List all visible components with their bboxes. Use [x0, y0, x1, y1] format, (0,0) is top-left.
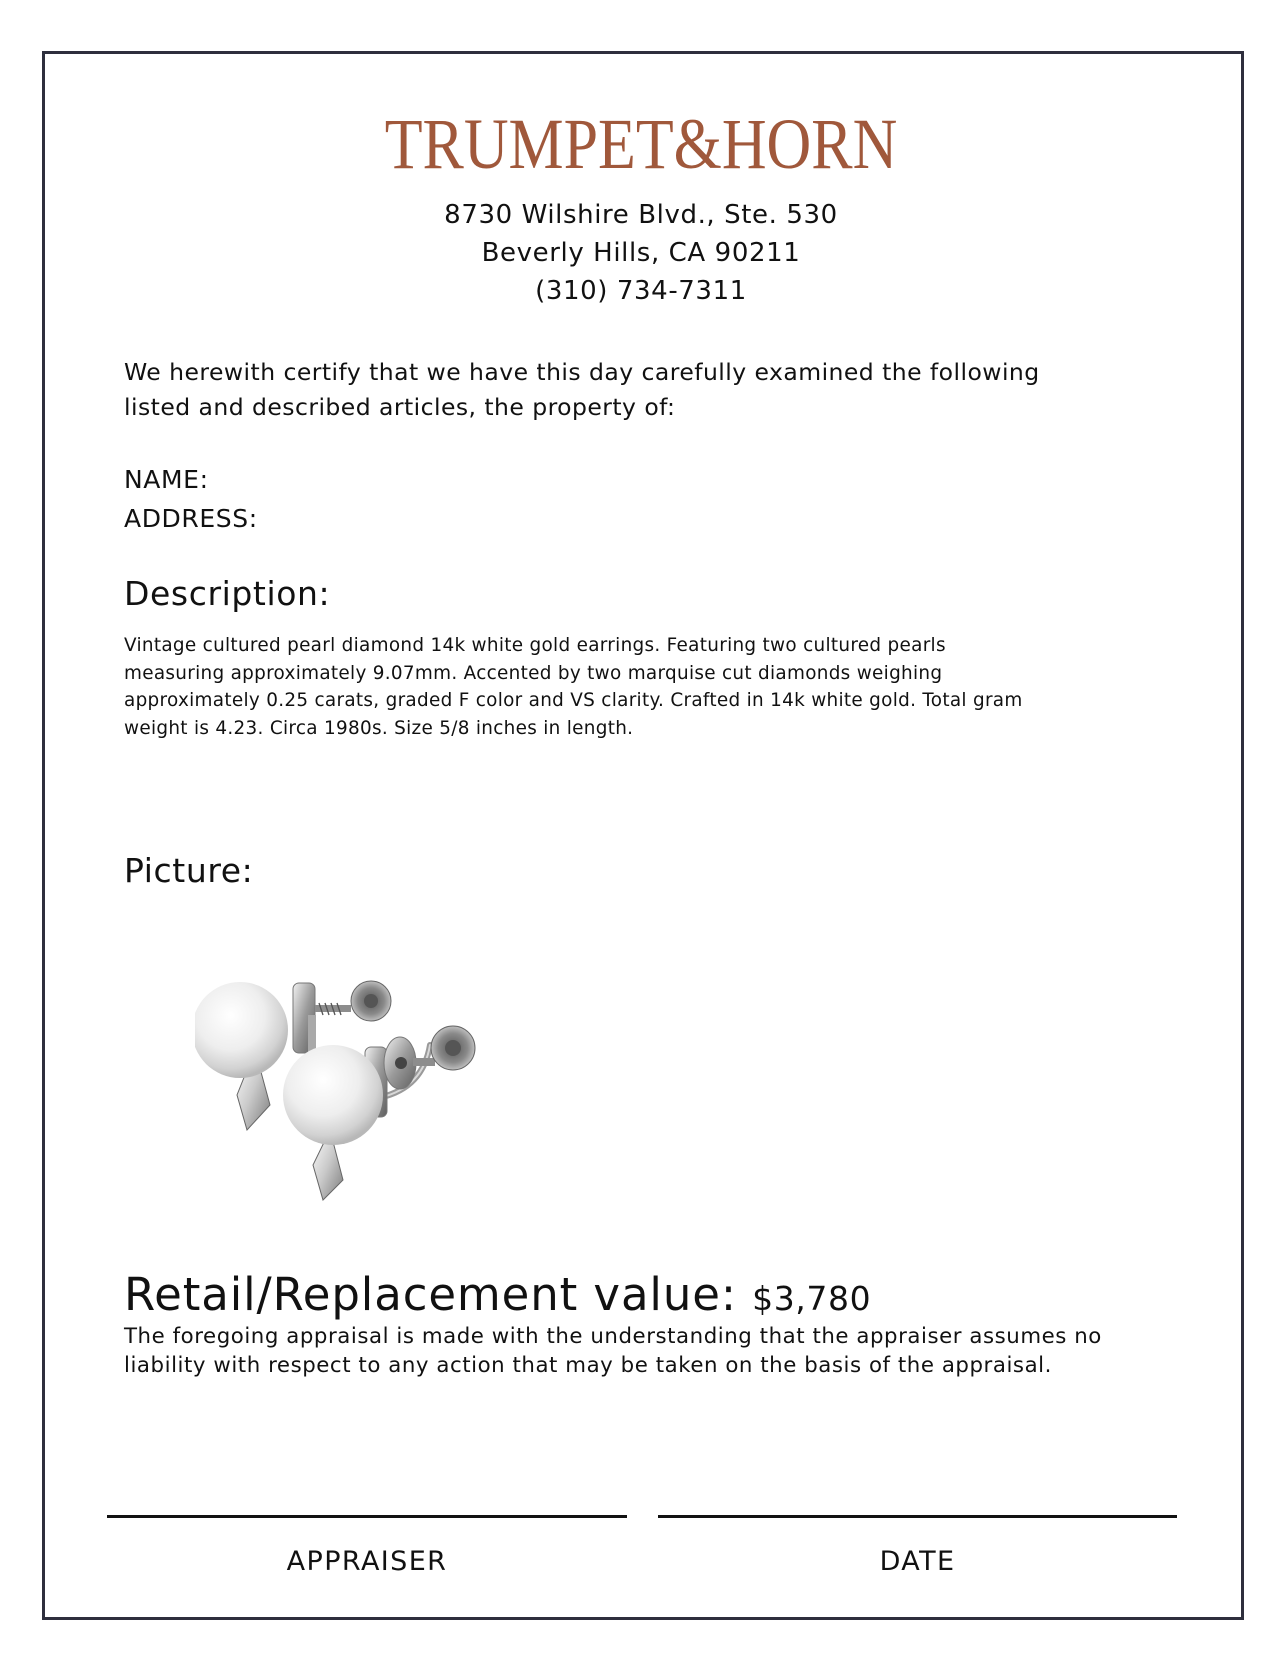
- appraiser-signature-line: [107, 1515, 627, 1518]
- phone-number: (310) 734-7311: [535, 276, 747, 306]
- retail-value-label: Retail/Replacement value:: [124, 1268, 737, 1321]
- description-line: approximately 0.25 carats, graded F color and VS clarity. Crafted in 14k white gold. Total gram: [124, 690, 1023, 711]
- address-label: ADDRESS:: [124, 504, 258, 533]
- certification-intro-line-1: We herewith certify that we have this day carefully examined the following: [124, 358, 1040, 386]
- name-field: [124, 465, 209, 495]
- date-signature-line: [658, 1515, 1177, 1518]
- date-label: DATE: [879, 1546, 956, 1577]
- description-line: measuring approximately 9.07mm. Accented by two marquise cut diamonds weighing: [124, 662, 943, 684]
- description-line: weight is 4.23. Circa 1980s. Size 5/8 inches in length.: [124, 717, 634, 739]
- earrings-illustration: [195, 955, 505, 1205]
- address-line-2: Beverly Hills, CA 90211: [481, 238, 801, 268]
- retail-value-amount: $3,780: [752, 1279, 872, 1318]
- address-field: [124, 504, 258, 534]
- description-line: Vintage cultured pearl diamond 14k white gold earrings. Featuring two cultured pearls: [124, 635, 946, 656]
- disclaimer-line-2: liability with respect to any action that may be taken on the basis of the appraisal.: [124, 1353, 1052, 1378]
- appraiser-label: APPRAISER: [286, 1546, 448, 1577]
- certification-intro-line-2: listed and described articles, the property of:: [124, 393, 676, 421]
- earring-front: [283, 1026, 475, 1200]
- picture-heading: Picture:: [124, 851, 254, 890]
- description-heading: Description:: [124, 574, 331, 613]
- earrings-photo: [195, 955, 505, 1205]
- retail-value-row: [124, 1270, 871, 1320]
- address-line-1: 8730 Wilshire Blvd., Ste. 530: [444, 200, 838, 230]
- name-label: NAME:: [124, 465, 209, 494]
- disclaimer-line-1: The foregoing appraisal is made with the understanding that the appraiser assumes no: [124, 1324, 1102, 1349]
- brand-logo: TRUMPET&HORN: [384, 104, 898, 184]
